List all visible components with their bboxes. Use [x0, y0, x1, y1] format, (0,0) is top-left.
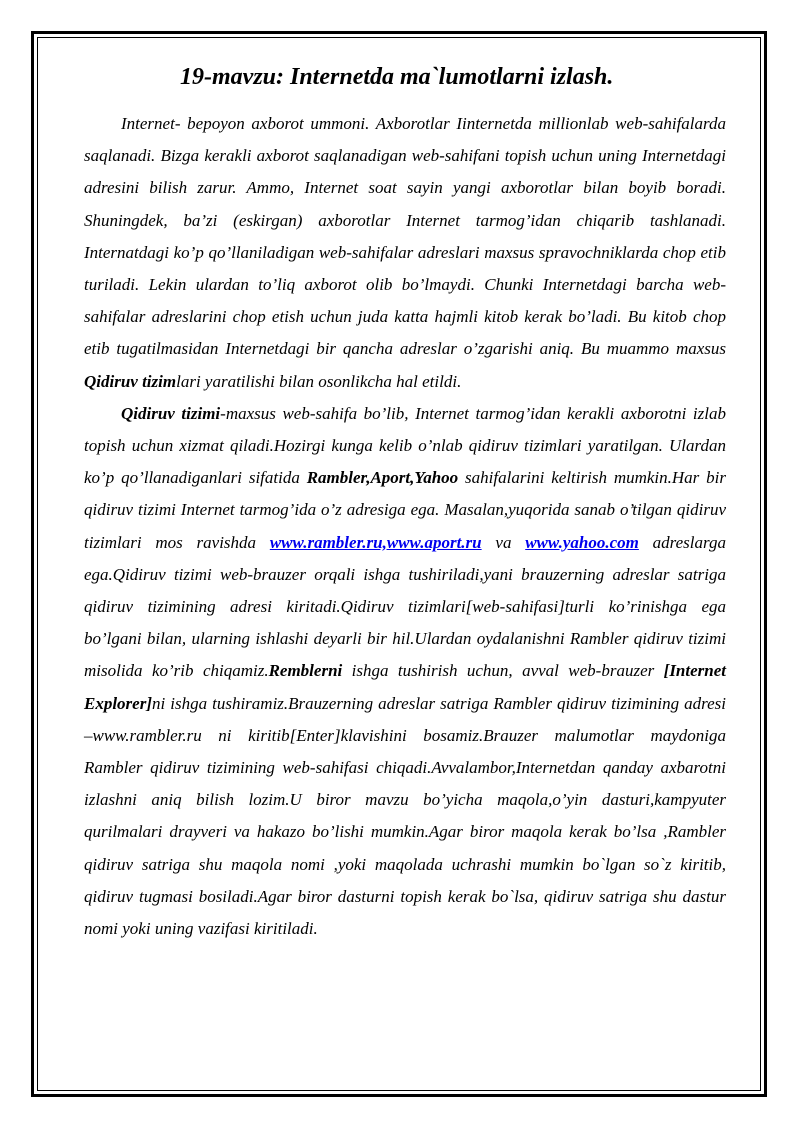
paragraph-text: va [481, 532, 526, 552]
paragraph-text: sahifalarini keltirish mumkin.Har bir qidiruv tizimi Internet tarmog’ida o’z adresiga ega. Masalan,yuqorida sanab o’tilgan qidiruv tizimlari mos ravishda [84, 468, 726, 552]
paragraph-search-systems [84, 398, 726, 945]
link-yahoo[interactable]: www.yahoo.com [525, 532, 639, 552]
page-title: 19-mavzu: Internetda ma`lumotlarni izlash. [180, 64, 614, 90]
document-body [84, 58, 726, 945]
paragraph-text: ni ishga tushiramiz.Brauzerning adreslar satriga Rambler qidiruv tizimining adresi –www.rambler.ru ni kiritib[Enter]klavishini bosamiz.Brauzer malumotlar maydoniga Rambler qidiruv tizimining web-sahifasi chiqadi.Avvalambor,Internetdan qanday axbarotni izlashni aniq bilish lozim.U biror mavzu bo’yicha maqola,o’yin dasturi,kampyuter qurilmalari drayveri va hakazo bo’lishi mumkin.Agar biror maqola kerak bo’lsa ,Rambler qidiruv satriga shu maqola nomi ,yoki maqolada uchrashi mumkin bo`lgan so`z kiritib, qidiruv tugmasi bosiladi.Agar biror dasturni topish kerak bo`lsa, qidiruv satriga shu dastur nomi yoki uning vazifasi kiritiladi. [84, 693, 726, 939]
bold-term: Qidiruv tizim [84, 371, 177, 391]
paragraph-text: ishga tushirish uchun, avval web-brauzer [342, 661, 664, 681]
paragraph-text: lari yaratilishi bilan osonlikcha hal etildi. [176, 371, 462, 391]
paragraph-text: adreslarga ega.Qidiruv tizimi web-brauzer orqali ishga tushiriladi,yani brauzerning adreslar satriga qidiruv tizimining adresi kiritadi.Qidiruv tizimlari[web-sahifasi]turli ko’rinishga ega bo’lgani bilan, ularning ishlashi deyarli bir hil.Ulardan oydalanishni Rambler qidiruv tizimi misolida ko’rib chiqamiz. [84, 532, 726, 681]
bold-term: Qidiruv tizimi [121, 403, 221, 423]
bold-term: Rambler,Aport,Yahoo [306, 468, 459, 488]
bold-term: Remblerni [268, 661, 343, 681]
bold-term: [Internet Explorer] [84, 661, 726, 713]
link-rambler-aport[interactable]: www.rambler.ru,www.aport.ru [269, 532, 482, 552]
paragraph-text: -maxsus web-sahifa bo’lib, Internet tarmog’idan kerakli axborotni izlab topish uchun xizmat qiladi.Hozirgi kunga kelib o’nlab qidiruv tizimlari yaratilgan. Ulardan ko’p qo’llanadiganlari sifatida [84, 403, 726, 488]
paragraph-text: Internet- bepoyon axborot ummoni. Axborotlar Iinternetda millionlab web-sahifalarda saqlanadi. Bizga kerakli axborot saqlanadigan web-sahifani topish uchun uning Internetdagi adresini bilish zarur. Ammo, Internet soat sayin yangi axborotlar bilan boyib boradi. Shuningdek, ba’zi (eskirgan) axborotlar Internet tarmog’idan chiqarib tashlanadi. Internatdagi ko’p qo’llaniladigan web-sahifalar adreslari maxsus spravochniklarda chop etib turiladi. Lekin ulardan to’liq axborot olib bo’lmaydi. Chunki Internetdagi barcha web-sahifalar adreslarini chop etish uchun juda katta hajmli kitob kerak bo’ladi. Bu kitob chop etib tugatilmasidan Internetdagi bir qancha adreslar o’zgarishi aniq. Bu muammo maxsus [84, 114, 726, 359]
paragraph-intro [84, 108, 726, 398]
